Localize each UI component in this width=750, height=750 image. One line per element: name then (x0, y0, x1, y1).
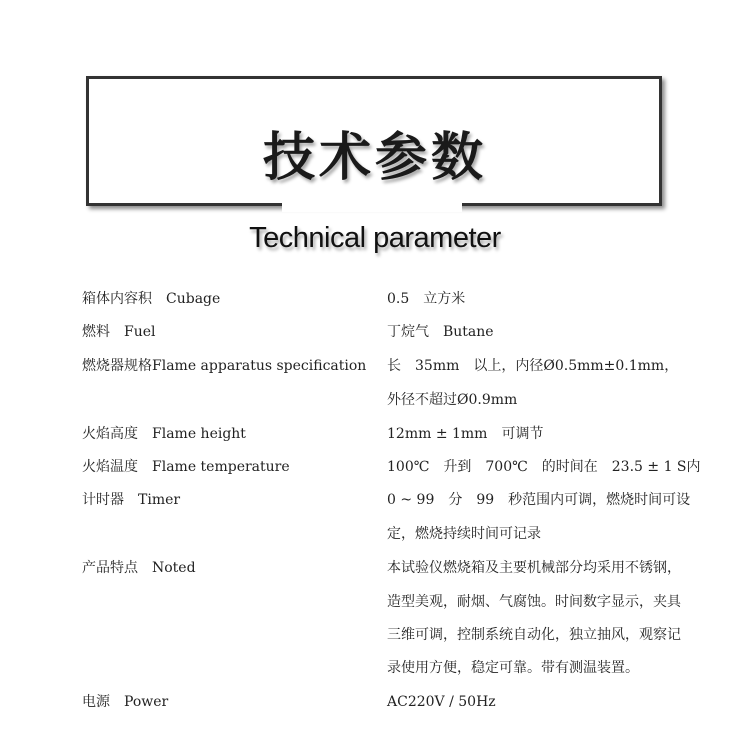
spec-value-flame-apparatus-line-2: 外径不超过Ø0.9mm (387, 392, 518, 408)
spec-value-timer-line-1: 0 ~ 99 分 99 秒范围内可调，燃烧时间可设 (387, 492, 691, 508)
spec-label-flame-temperature: 火焰温度 Flame temperature (82, 459, 290, 475)
spec-label-power: 电源 Power (82, 694, 169, 710)
spec-label-flame-apparatus: 燃烧器规格Flame apparatus specification (82, 358, 367, 374)
spec-label-timer: 计时器 Timer (82, 492, 181, 508)
spec-label-flame-height: 火焰高度 Flame height (82, 426, 246, 442)
spec-value-fuel: 丁烷气 Butane (387, 324, 494, 340)
page-title-chinese: 技术参数 (262, 128, 487, 188)
spec-value-noted-line-3: 三维可调，控制系统自动化，独立抽风，观察记 (387, 627, 681, 643)
spec-value-power: AC220V / 50Hz (387, 694, 496, 710)
spec-value-timer-line-2: 定，燃烧持续时间可记录 (387, 526, 541, 542)
spec-label-cubage: 箱体内容积 Cubage (82, 291, 221, 307)
spec-label-fuel: 燃料 Fuel (82, 324, 156, 340)
page-title-english: Technical parameter (249, 222, 501, 254)
spec-value-noted-line-2: 造型美观，耐烟、气腐蚀。时间数字显示，夹具 (387, 594, 681, 610)
spec-value-noted-line-1: 本试验仪燃烧箱及主要机械部分均采用不锈钢， (387, 560, 681, 576)
spec-value-noted-line-4: 录使用方便，稳定可靠。带有测温装置。 (387, 660, 639, 676)
spec-value-flame-apparatus-line-1: 长 35mm 以上，内径Ø0.5mm±0.1mm， (387, 358, 679, 374)
spec-label-noted: 产品特点 Noted (82, 560, 196, 576)
spec-value-cubage: 0.5 立方米 (387, 291, 466, 307)
spec-value-flame-temperature: 100℃ 升到 700℃ 的时间在 23.5 ± 1 S内 (387, 459, 701, 475)
spec-value-flame-height: 12mm ± 1mm 可调节 (387, 426, 544, 442)
